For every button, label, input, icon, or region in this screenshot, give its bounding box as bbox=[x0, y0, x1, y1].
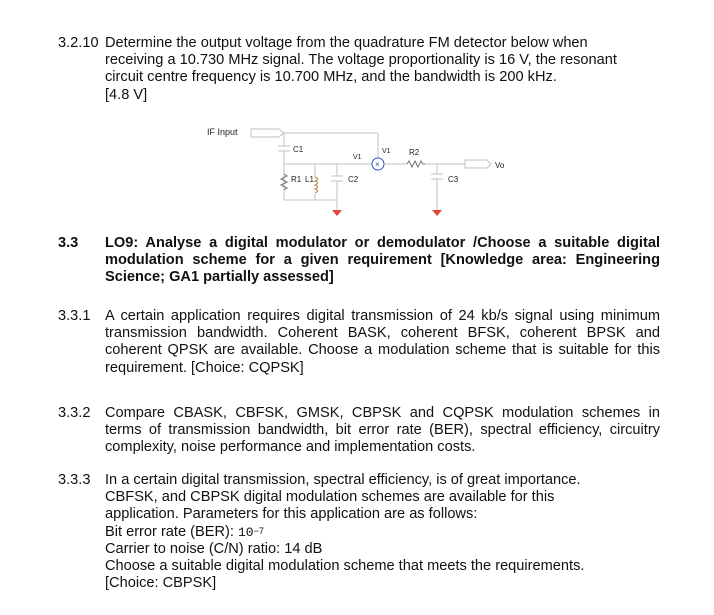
question-3-3-3-text bbox=[105, 472, 665, 592]
section-3-3-heading: LO9: Analyse a digital modulator or demodulator /Choose a suitable digital modulation scheme for a given requirement [Knowledge area: Engineering Science; GA1 partially assessed] bbox=[105, 235, 660, 286]
ber-value: 10 bbox=[238, 524, 254, 540]
if-input-label: IF Input bbox=[207, 127, 238, 137]
ground-symbol bbox=[332, 210, 342, 216]
text-line: Choose a suitable digital modulation scheme that meets the requirements. bbox=[105, 558, 585, 575]
question-3-3-1-text: A certain application requires digital transmission of 24 kb/s signal using minimum transmission bandwidth. Coherent BASK, coherent BFSK, coherent BPSK and coherent QPSK are available. Choose a modulation scheme that is suitable for this requirement. [Choice: CQPSK] bbox=[105, 308, 660, 376]
vo-label: Vo bbox=[495, 161, 505, 170]
question-number-3-2-10: 3.2.10 bbox=[58, 35, 99, 51]
answer-text: [4.8 V] bbox=[105, 86, 148, 103]
ground-symbol bbox=[432, 210, 442, 216]
cn-line: Carrier to noise (C/N) ratio: 14 dB bbox=[105, 540, 323, 557]
text-line: Determine the output voltage from the quadrature FM detector below when bbox=[105, 35, 588, 51]
c1-label: C1 bbox=[293, 145, 304, 154]
answer-text: [Choice: CBPSK] bbox=[105, 575, 217, 592]
question-3-2-10-text bbox=[105, 35, 665, 104]
v1-top-label: V1 bbox=[382, 148, 391, 155]
l1-label: L1 bbox=[305, 175, 314, 184]
ber-exponent: −7 bbox=[253, 525, 264, 536]
ber-label: Bit error rate (BER): bbox=[105, 523, 238, 540]
text-line: CBFSK, and CBPSK digital modulation schemes are available for this bbox=[105, 489, 555, 506]
text-line: application. Parameters for this application are as follows: bbox=[105, 506, 478, 523]
question-number-3-3-2: 3.3.2 bbox=[58, 405, 91, 421]
if-input-port bbox=[251, 129, 284, 137]
fm-detector-circuit bbox=[195, 122, 525, 227]
question-number-3-3-3: 3.3.3 bbox=[58, 472, 91, 488]
c3-label: C3 bbox=[448, 175, 459, 184]
v1-left-label: V1 bbox=[353, 154, 362, 161]
r2-label: R2 bbox=[409, 148, 420, 157]
section-number-3-3: 3.3 bbox=[58, 235, 79, 251]
resistor-r2 bbox=[407, 161, 425, 167]
question-number-3-3-1: 3.3.1 bbox=[58, 308, 91, 324]
multiplier-symbol: × bbox=[375, 160, 380, 169]
text-line: In a certain digital transmission, spectral efficiency, is of great importance. bbox=[105, 472, 581, 488]
r1-label: R1 bbox=[291, 175, 302, 184]
text-line: circuit centre frequency is 10.700 MHz, and the bandwidth is 200 kHz. bbox=[105, 69, 557, 86]
inductor-l1 bbox=[315, 177, 318, 193]
question-3-3-2-text: Compare CBASK, CBFSK, GMSK, CBPSK and CQPSK modulation schemes in terms of transmission bandwidth, bit error rate (BER), spectral efficiency, circuitry complexity, noise performance and implementation costs. bbox=[105, 405, 660, 456]
text-line: receiving a 10.730 MHz signal. The voltage proportionality is 16 V, the resonant bbox=[105, 52, 617, 69]
c2-label: C2 bbox=[348, 175, 359, 184]
ber-line bbox=[105, 524, 665, 541]
vo-output-port bbox=[465, 160, 491, 168]
